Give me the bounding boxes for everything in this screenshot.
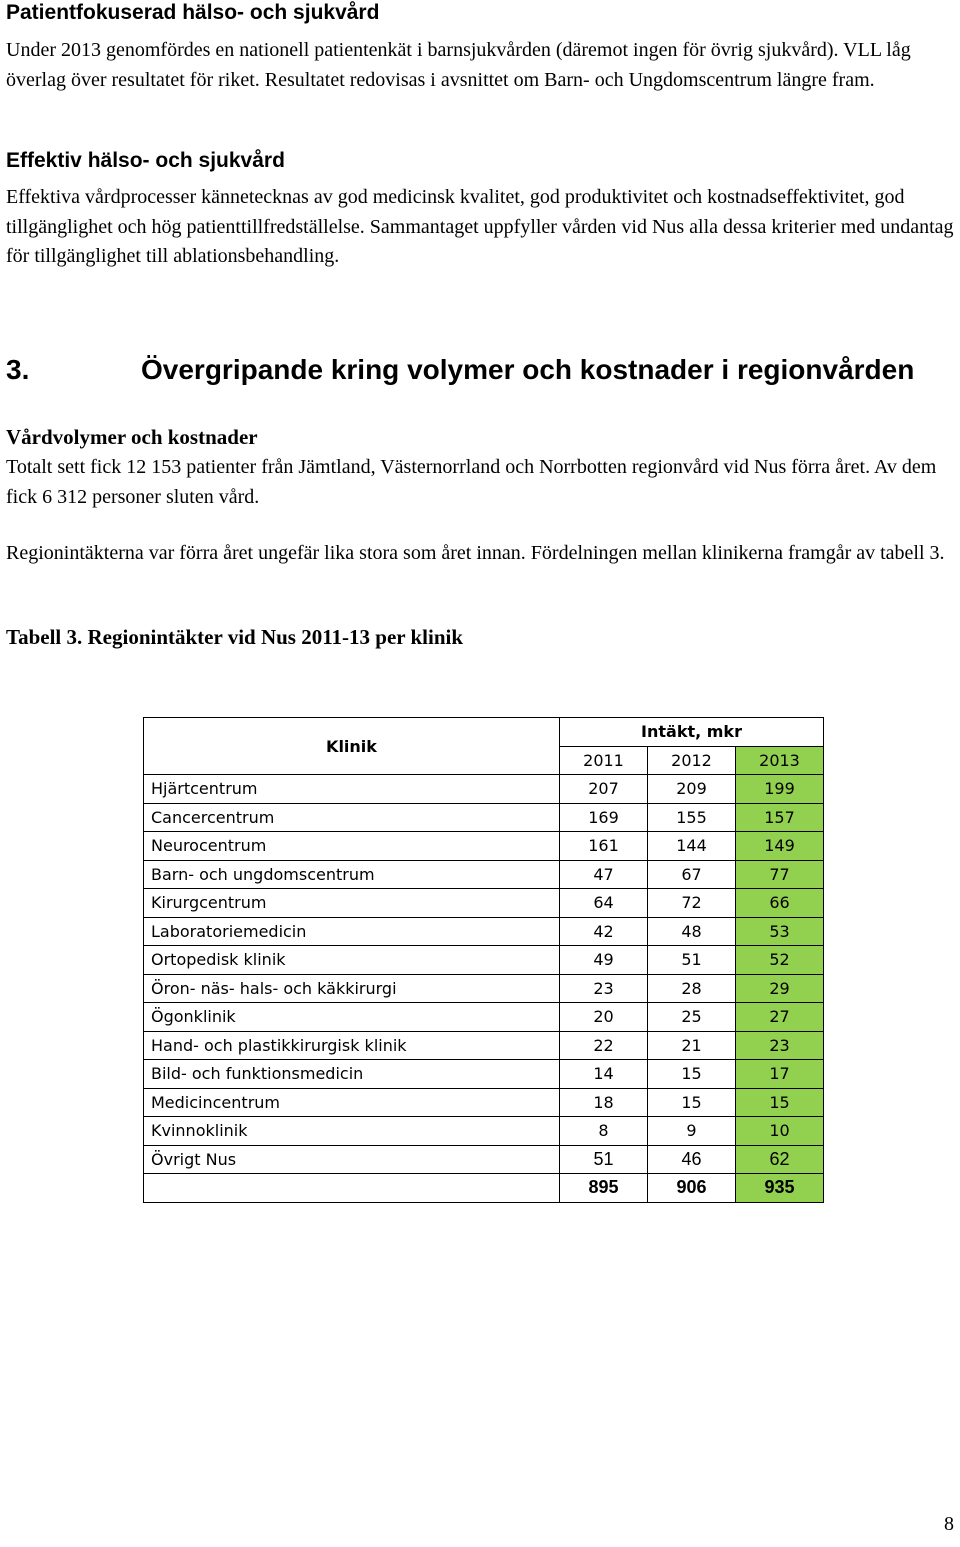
header-year: 2013 <box>736 746 824 775</box>
header-intakt: Intäkt, mkr <box>560 718 824 747</box>
table-row <box>144 803 824 832</box>
value-cell-2011: 169 <box>560 803 648 832</box>
table-caption: Tabell 3. Regionintäkter vid Nus 2011-13 per klinik <box>6 625 464 649</box>
value-cell-2013: 77 <box>736 860 824 889</box>
value-cell-2013: 29 <box>736 974 824 1003</box>
table-row <box>144 1117 824 1146</box>
value-cell-2011: 22 <box>560 1031 648 1060</box>
klinik-name-cell: Ögonklinik <box>144 1003 560 1032</box>
value-cell-2011: 51 <box>560 1145 648 1174</box>
table-row <box>144 917 824 946</box>
value-cell-2012: 72 <box>648 889 736 918</box>
value-cell-2011: 207 <box>560 775 648 804</box>
value-cell-2013: 27 <box>736 1003 824 1032</box>
klinik-name-cell: Öron- näs- hals- och käkkirurgi <box>144 974 560 1003</box>
chapter-number: 3. <box>6 354 30 385</box>
total-cell-2013: 935 <box>736 1174 824 1203</box>
total-row <box>144 1174 824 1203</box>
value-cell-2011: 47 <box>560 860 648 889</box>
value-cell-2013: 10 <box>736 1117 824 1146</box>
section-heading-vardvolymer: Vårdvolymer och kostnader <box>6 425 258 449</box>
value-cell-2013: 53 <box>736 917 824 946</box>
value-cell-2011: 161 <box>560 832 648 861</box>
value-cell-2011: 64 <box>560 889 648 918</box>
value-cell-2013: 23 <box>736 1031 824 1060</box>
klinik-name-cell: Hjärtcentrum <box>144 775 560 804</box>
value-cell-2012: 21 <box>648 1031 736 1060</box>
revenue-table <box>143 717 824 1203</box>
table-row <box>144 832 824 861</box>
header-klinik: Klinik <box>144 718 560 775</box>
table-row <box>144 1145 824 1174</box>
value-cell-2012: 9 <box>648 1117 736 1146</box>
table-row <box>144 1031 824 1060</box>
value-cell-2012: 51 <box>648 946 736 975</box>
section-body-vardvolymer-2: Regionintäkterna var förra året ungefär lika stora som året innan. Fördelningen mellan klinikerna framgår av tabell 3. <box>6 542 945 564</box>
klinik-name-cell: Laboratoriemedicin <box>144 917 560 946</box>
total-cell-2012: 906 <box>648 1174 736 1203</box>
table-row <box>144 1003 824 1032</box>
section-body-vardvolymer-1: Totalt sett fick 12 153 patienter från Jämtland, Västernorrland och Norrbotten regionvård vid Nus förra året. Av dem fick 6 312 personer sluten vård. <box>6 456 937 508</box>
value-cell-2011: 18 <box>560 1088 648 1117</box>
total-cell-2011: 895 <box>560 1174 648 1203</box>
chapter-heading <box>6 354 914 386</box>
value-cell-2013: 15 <box>736 1088 824 1117</box>
klinik-name-cell: Neurocentrum <box>144 832 560 861</box>
value-cell-2011: 49 <box>560 946 648 975</box>
klinik-name-cell: Barn- och ungdomscentrum <box>144 860 560 889</box>
value-cell-2011: 23 <box>560 974 648 1003</box>
value-cell-2011: 42 <box>560 917 648 946</box>
value-cell-2011: 20 <box>560 1003 648 1032</box>
value-cell-2012: 48 <box>648 917 736 946</box>
value-cell-2013: 149 <box>736 832 824 861</box>
table-row <box>144 1088 824 1117</box>
value-cell-2012: 46 <box>648 1145 736 1174</box>
klinik-name-cell: Medicincentrum <box>144 1088 560 1117</box>
table-row <box>144 775 824 804</box>
value-cell-2012: 15 <box>648 1060 736 1089</box>
value-cell-2012: 144 <box>648 832 736 861</box>
value-cell-2011: 14 <box>560 1060 648 1089</box>
klinik-name-cell: Ortopedisk klinik <box>144 946 560 975</box>
value-cell-2013: 66 <box>736 889 824 918</box>
table-row <box>144 860 824 889</box>
value-cell-2012: 67 <box>648 860 736 889</box>
value-cell-2013: 52 <box>736 946 824 975</box>
table-header-row <box>144 718 824 747</box>
header-year: 2012 <box>648 746 736 775</box>
chapter-title: Övergripande kring volymer och kostnader i regionvården <box>141 354 915 385</box>
table-row <box>144 889 824 918</box>
klinik-name-cell: Kvinnoklinik <box>144 1117 560 1146</box>
section-body-effektiv: Effektiva vårdprocesser kännetecknas av god medicinsk kvalitet, god produktivitet och kostnadseffektivitet, god tillgänglighet och hög patienttillfredställelse. Sammantaget uppfyller vården vid Nus alla dessa kriterier med undantag för tillgänglighet till ablationsbehandling. <box>6 186 954 267</box>
klinik-name-cell: Bild- och funktionsmedicin <box>144 1060 560 1089</box>
klinik-name-cell: Övrigt Nus <box>144 1145 560 1174</box>
value-cell-2012: 15 <box>648 1088 736 1117</box>
table-row <box>144 1060 824 1089</box>
klinik-name-cell: Cancercentrum <box>144 803 560 832</box>
value-cell-2013: 62 <box>736 1145 824 1174</box>
table-row <box>144 946 824 975</box>
klinik-name-cell: Hand- och plastikkirurgisk klinik <box>144 1031 560 1060</box>
value-cell-2012: 25 <box>648 1003 736 1032</box>
value-cell-2012: 209 <box>648 775 736 804</box>
value-cell-2011: 8 <box>560 1117 648 1146</box>
total-label-cell <box>144 1174 560 1203</box>
value-cell-2013: 199 <box>736 775 824 804</box>
value-cell-2012: 155 <box>648 803 736 832</box>
value-cell-2012: 28 <box>648 974 736 1003</box>
klinik-name-cell: Kirurgcentrum <box>144 889 560 918</box>
section-body-patientfokuserad: Under 2013 genomfördes en nationell patientenkät i barnsjukvården (däremot ingen för övrig sjukvård). VLL låg överlag över resultatet för riket. Resultatet redovisas i avsnittet om Barn- och Ungdomscentrum längre fram. <box>6 39 911 91</box>
value-cell-2013: 17 <box>736 1060 824 1089</box>
section-heading-patientfokuserad: Patientfokuserad hälso- och sjukvård <box>6 1 380 24</box>
header-year: 2011 <box>560 746 648 775</box>
section-heading-effektiv: Effektiv hälso- och sjukvård <box>6 149 285 172</box>
page-number: 8 <box>944 1513 954 1535</box>
table-row <box>144 974 824 1003</box>
value-cell-2013: 157 <box>736 803 824 832</box>
